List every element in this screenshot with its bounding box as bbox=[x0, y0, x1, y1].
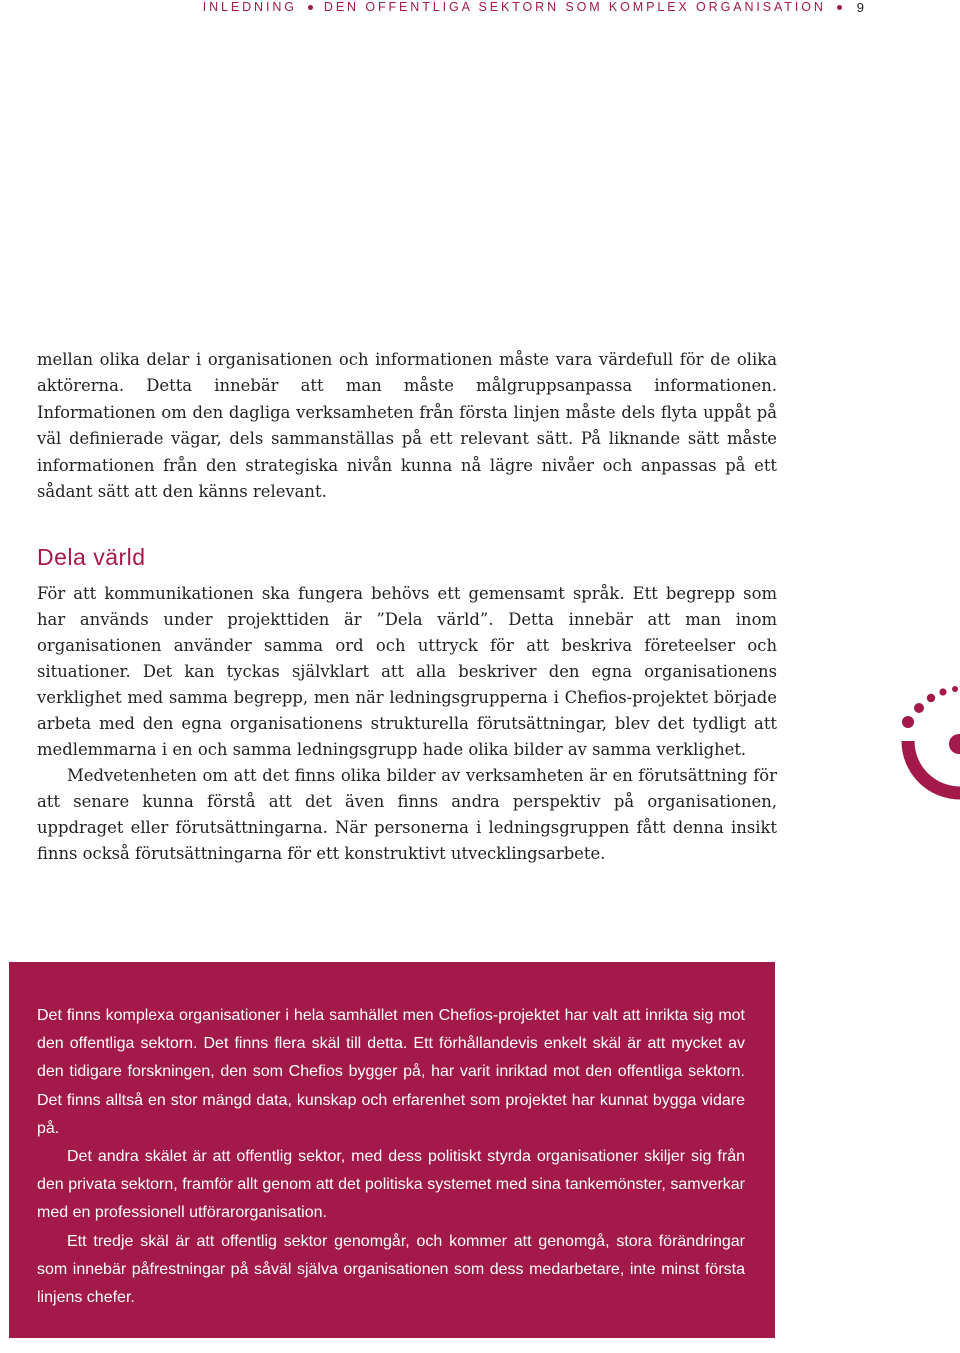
section-paragraph: Medvetenheten om att det finns olika bilder av verksamheten är en förutsättning för att senare kunna förstå att det även finns andra perspektiv på organisationen, uppdraget eller förutsättningarna. När personerna i ledningsgruppen fått denna insikt finns också förutsättningarna för ett konstruktivt utvecklingsarbete. bbox=[37, 766, 777, 863]
emblem-dot bbox=[914, 703, 924, 713]
bullet-separator bbox=[308, 5, 313, 10]
emblem-dot bbox=[952, 686, 958, 692]
page-number: 9 bbox=[856, 0, 864, 15]
bullet-separator bbox=[837, 5, 842, 10]
arc-dots-emblem-icon bbox=[895, 686, 960, 806]
header-section: INLEDNING bbox=[202, 0, 297, 14]
emblem-dot bbox=[927, 694, 935, 702]
section-heading: Dela värld bbox=[37, 544, 146, 570]
running-header bbox=[203, 0, 864, 14]
info-box-paragraph: Ett tredje skäl är att offentlig sektor genomgår, och kommer att genomgå, stora förändringar som innebär påfrestningar på såväl själva organisationen som dess medarbetare, inte minst första linjens chefer. bbox=[37, 1232, 745, 1307]
intro-paragraph: mellan olika delar i organisationen och informationen måste vara värdefull för de olika aktörerna. Detta innebär att man måste målgruppsanpassa informationen. Informationen om den dagliga verksamheten från första linjen måste dels flyta uppåt på väl definierade vägar, dels sammanställas på ett relevant sätt. På liknande sätt måste informationen från den strategiska nivån kunna nå lägre nivåer och anpassas på ett sådant sätt att den känns relevant. bbox=[37, 350, 777, 502]
info-box-paragraph: Det finns komplexa organisationer i hela samhället men Chefios-projektet har valt att inrikta sig mot den offentliga sektorn. Det finns flera skäl till detta. Ett förhållandevis enkelt skäl är att mycket av den tidigare forskningen, den som Chefios bygger på, har varit inriktad mot den offentliga sektorn. Det finns alltså en stor mängd data, kunskap och erfarenhet som projektet har kunnat bygga vidare på. bbox=[37, 1007, 745, 1137]
info-box bbox=[9, 962, 775, 1338]
section-paragraph: För att kommunikationen ska fungera behövs ett gemensamt språk. Ett begrepp som har används under projekttiden är ”Dela värld”. Detta innebär att man inom organisationen använder samma ord och uttryck för att beskriva företeelser och situationer. Det kan tyckas självklart att alla beskriver den egna organisationens verklighet med samma begrepp, men när ledningsgrupperna i Chefios-projektet började arbeta med den egna organisationens strukturella förutsättningar, blev det tydligt att medlemmarna i en och samma ledningsgrupp hade olika bilder av samma verklighet. bbox=[37, 584, 777, 759]
emblem-dot bbox=[902, 716, 914, 728]
emblem-dot bbox=[949, 734, 960, 754]
info-box-paragraph: Det andra skälet är att offentlig sektor, med dess politiskt styrda organisationer skiljer sig från den privata sektorn, framför allt genom att det politiska systemet med sina tankemönster, samverkar med en professionell utförarorganisation. bbox=[37, 1148, 745, 1222]
emblem-dot bbox=[939, 688, 946, 695]
header-chapter: DEN OFFENTLIGA SEKTORN SOM KOMPLEX ORGANISATION bbox=[323, 0, 826, 14]
